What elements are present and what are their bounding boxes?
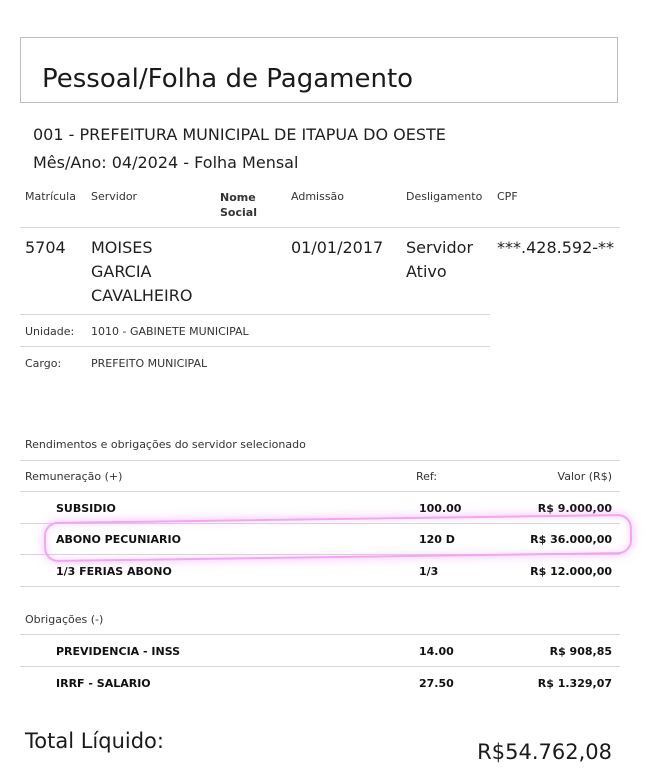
divider xyxy=(20,314,490,315)
matricula-value: 5704 xyxy=(25,238,66,257)
earnings-section-title: Rendimentos e obrigações do servidor selecionado xyxy=(25,438,306,451)
earning-name: SUBSIDIO xyxy=(56,502,116,515)
deduction-ref: 27.50 xyxy=(419,677,454,690)
deduction-value: R$ 908,85 xyxy=(549,645,612,658)
header-cpf: CPF xyxy=(497,190,518,203)
admissao-value: 01/01/2017 xyxy=(291,238,384,257)
divider xyxy=(20,491,620,492)
divider xyxy=(20,586,620,587)
cpf-value: ***.428.592-** xyxy=(497,238,615,257)
divider xyxy=(20,227,620,228)
remuneracao-header: Remuneração (+) xyxy=(25,470,123,483)
servidor-value: MOISES GARCIA CAVALHEIRO xyxy=(91,238,193,305)
earning-value: R$ 36.000,00 xyxy=(530,533,612,546)
organization-name: 001 - PREFEITURA MUNICIPAL DE ITAPUA DO OESTE xyxy=(33,125,446,144)
divider xyxy=(20,666,620,667)
total-label: Total Líquido: xyxy=(25,729,164,753)
header-admissao: Admissão xyxy=(291,190,345,203)
earning-value: R$ 9.000,00 xyxy=(537,502,612,515)
valor-header: Valor (R$) xyxy=(557,470,612,483)
earning-name: 1/3 FERIAS ABONO xyxy=(56,565,172,578)
payroll-period: Mês/Ano: 04/2024 - Folha Mensal xyxy=(33,153,299,172)
earning-ref: 120 D xyxy=(419,533,455,546)
deduction-ref: 14.00 xyxy=(419,645,454,658)
highlight-annotation xyxy=(44,514,633,562)
earning-ref: 1/3 xyxy=(419,565,439,578)
unidade-label: Unidade: xyxy=(25,325,75,338)
divider xyxy=(20,634,620,635)
earning-name: ABONO PECUNIARIO xyxy=(56,533,181,546)
desligamento-value: Servidor Ativo xyxy=(406,238,474,281)
obrigacoes-header: Obrigações (-) xyxy=(25,613,104,626)
cargo-value: PREFEITO MUNICIPAL xyxy=(91,357,208,370)
unidade-value: 1010 - GABINETE MUNICIPAL xyxy=(91,325,249,338)
header-servidor: Servidor xyxy=(91,190,138,203)
cargo-label: Cargo: xyxy=(25,357,62,370)
ref-header: Ref: xyxy=(416,470,438,483)
divider xyxy=(20,460,620,461)
page-title: Pessoal/Folha de Pagamento xyxy=(42,64,414,94)
deduction-value: R$ 1.329,07 xyxy=(537,677,612,690)
header-matricula: Matrícula xyxy=(25,190,76,203)
total-value: R$54.762,08 xyxy=(477,740,612,764)
deduction-name: IRRF - SALARIO xyxy=(56,677,151,690)
earning-value: R$ 12.000,00 xyxy=(530,565,612,578)
deduction-name: PREVIDENCIA - INSS xyxy=(56,645,181,658)
header-nome-social: Nome Social xyxy=(220,191,257,219)
divider xyxy=(20,346,490,347)
header-desligamento: Desligamento xyxy=(406,190,483,203)
earning-ref: 100.00 xyxy=(419,502,462,515)
